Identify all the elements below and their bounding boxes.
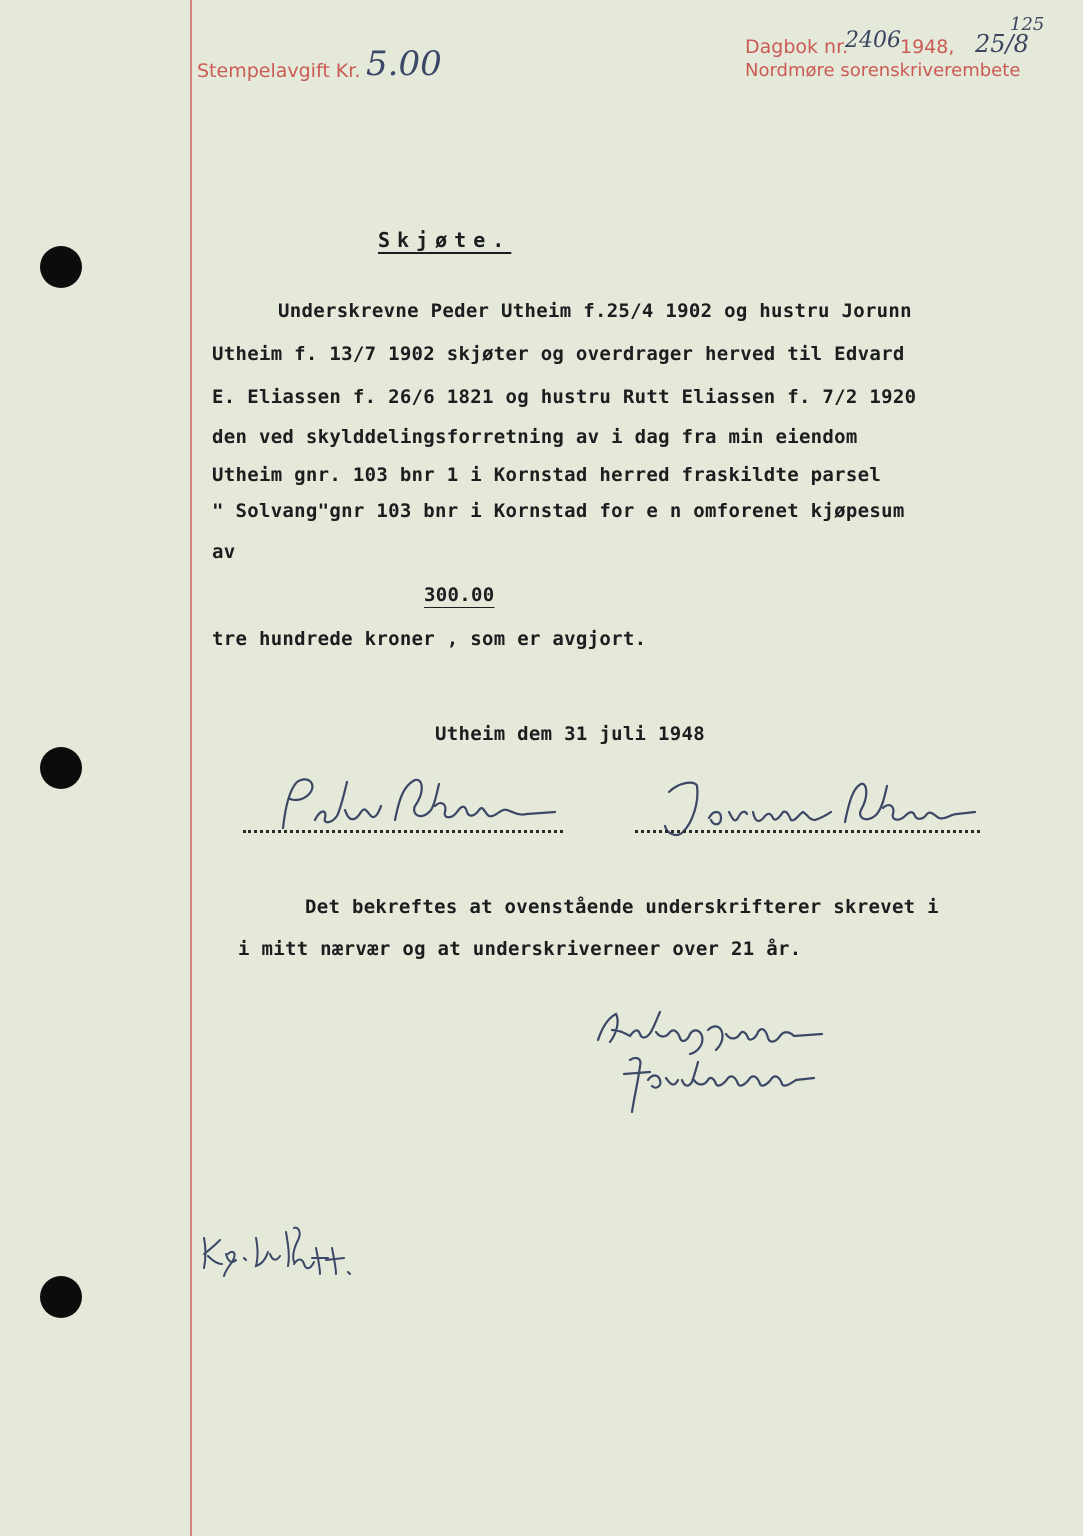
document-title: Skjøte. xyxy=(378,228,512,252)
stamp-duty-amount: 5.00 xyxy=(366,44,442,84)
attestation-line-1: Det bekreftes at ovenstående underskrifterer skrevet i xyxy=(305,896,939,918)
body-line-2: Utheim f. 13/7 1902 skjøter og overdrager herved til Edvard xyxy=(212,343,905,365)
body-line-5: Utheim gnr. 103 bnr 1 i Kornstad herred fraskildte parsel xyxy=(212,464,882,486)
stamp-duty-label: Stempelavgift Kr. xyxy=(197,60,361,82)
journal-date: 25/8 xyxy=(975,30,1029,58)
punch-hole-top xyxy=(40,246,82,288)
journal-year: 1948, xyxy=(900,36,955,58)
margin-rule xyxy=(190,0,192,1536)
page-number: 125 xyxy=(1010,14,1045,35)
body-line-7: av xyxy=(212,541,236,563)
body-line-6: " Solvang"gnr 103 bnr i Kornstad for e n omforenet kjøpesum xyxy=(212,500,905,522)
punch-hole-bottom xyxy=(40,1276,82,1318)
signature-witness xyxy=(590,1000,830,1115)
journal-number: 2406 xyxy=(845,28,901,53)
body-line-4: den ved skylddelingsforretning av i dag fra min eiendom xyxy=(212,426,858,448)
amount-in-words: tre hundrede kroner , som er avgjort. xyxy=(212,628,647,650)
amount: 300.00 xyxy=(424,584,495,606)
journal-label: Dagbok nr. xyxy=(745,36,849,58)
punch-hole-middle xyxy=(40,747,82,789)
signature-line-1 xyxy=(243,830,563,833)
body-line-3: E. Eliassen f. 26/6 1821 og hustru Rutt Eliassen f. 7/2 1920 xyxy=(212,386,917,408)
office-name: Nordmøre sorenskriverembete xyxy=(745,60,1021,81)
margin-note-handwritten xyxy=(198,1218,368,1288)
body-line-1: Underskrevne Peder Utheim f.25/4 1902 og hustru Jorunn xyxy=(278,300,912,322)
attestation-line-2: i mitt nærvær og at underskriverneer over 21 år. xyxy=(238,938,802,960)
place-and-date: Utheim dem 31 juli 1948 xyxy=(435,723,705,745)
signature-line-2 xyxy=(635,830,980,833)
